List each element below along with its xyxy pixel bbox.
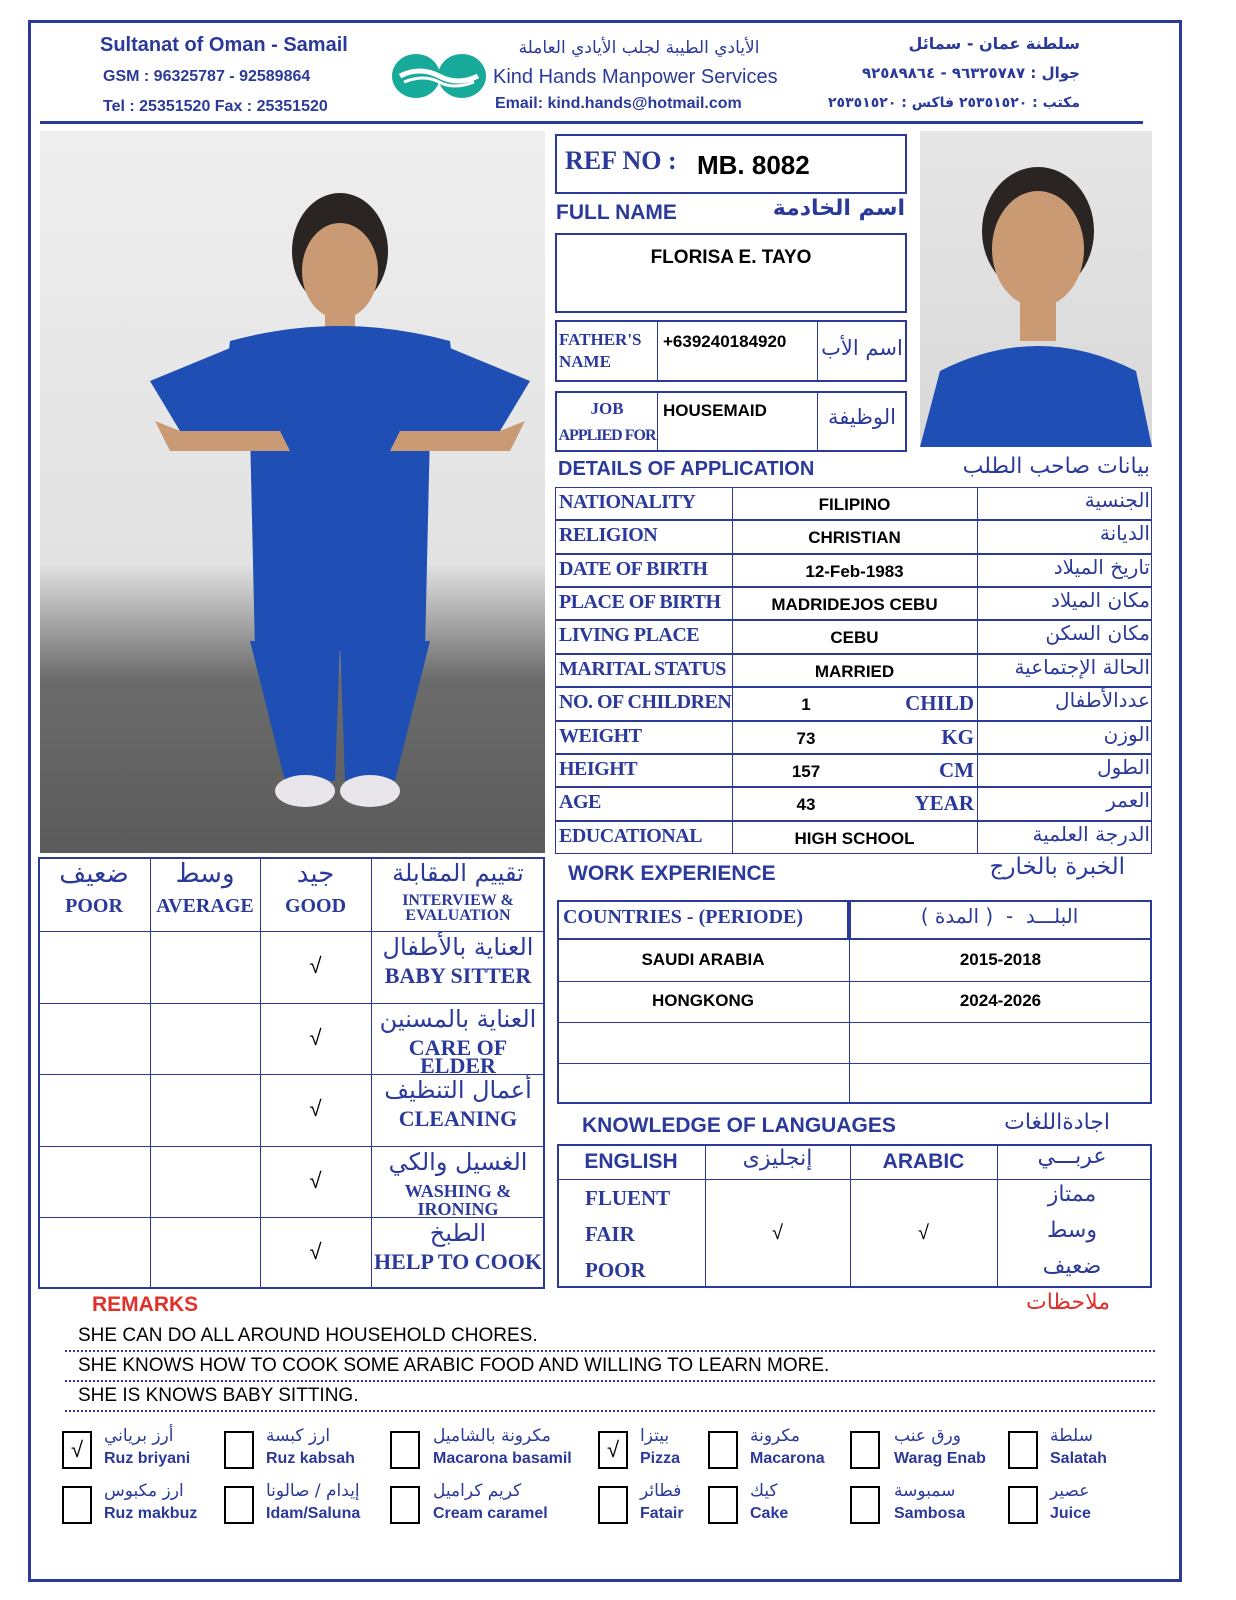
detail-label-ar: مكان الميلاد bbox=[1051, 588, 1150, 613]
eval-task-en: HELP TO COOK bbox=[374, 1249, 542, 1275]
eval-task-ar: الغسيل والكي bbox=[388, 1147, 528, 1176]
eval-good-mark: √ bbox=[309, 1096, 322, 1122]
detail-value: HIGH SCHOOL bbox=[794, 828, 915, 848]
work-row-divider bbox=[557, 1063, 1152, 1064]
eval-task-ar: العناية بالأطفال bbox=[382, 933, 534, 961]
food-checkbox[interactable]: √ bbox=[62, 1431, 92, 1469]
detail-value: 157 bbox=[791, 761, 821, 781]
work-row-divider bbox=[557, 981, 1152, 982]
remarks-label-ar: ملاحظات bbox=[1026, 1290, 1110, 1315]
eval-header-en: AVERAGE bbox=[156, 895, 254, 917]
full-name-value: FLORISA E. TAYO bbox=[650, 247, 812, 268]
eval-header-ar: جيد bbox=[296, 859, 335, 889]
header-gsm-en: GSM : 96325787 - 92589864 bbox=[103, 68, 311, 85]
lang-level-ar: وسط bbox=[1047, 1218, 1097, 1243]
eval-row-divider bbox=[38, 1003, 545, 1004]
remark-line-1: SHE CAN DO ALL AROUND HOUSEHOLD CHORES. bbox=[78, 1325, 538, 1346]
food-name-en: Sambosa bbox=[894, 1505, 966, 1522]
father-label-ar: اسم الأب bbox=[821, 336, 903, 360]
work-period: 2024-2026 bbox=[959, 991, 1042, 1010]
detail-label-en: DATE OF BIRTH bbox=[559, 557, 708, 580]
detail-divider bbox=[977, 722, 978, 753]
eval-header-en: GOOD bbox=[284, 895, 347, 917]
detail-divider bbox=[732, 755, 733, 786]
food-name-ar: سلطة bbox=[1050, 1426, 1093, 1446]
lang-level-en: FLUENT bbox=[585, 1186, 671, 1210]
detail-row bbox=[555, 754, 1152, 787]
detail-label-en: WEIGHT bbox=[559, 724, 642, 747]
eval-good-mark: √ bbox=[309, 1239, 322, 1265]
food-name-en: Macarona basamil bbox=[433, 1450, 572, 1467]
detail-unit: CHILD bbox=[905, 691, 974, 716]
detail-value: 1 bbox=[801, 695, 811, 715]
food-checkbox[interactable]: √ bbox=[598, 1431, 628, 1469]
detail-value: CEBU bbox=[830, 628, 879, 648]
work-row-divider bbox=[557, 1022, 1152, 1023]
detail-label-en: RELIGION bbox=[559, 524, 658, 547]
header-tel-en: Tel : 25351520 Fax : 25351520 bbox=[103, 98, 328, 115]
header-gsm-ar: جوال : ٩٦٣٢٥٧٨٧ - ٩٢٥٨٩٨٦٤ bbox=[862, 64, 1080, 82]
detail-row bbox=[555, 821, 1152, 854]
food-name-ar: ورق عنب bbox=[894, 1426, 961, 1446]
food-name-ar: كيك bbox=[750, 1481, 778, 1501]
eval-task-ar: الطبخ bbox=[429, 1219, 487, 1248]
detail-divider bbox=[977, 822, 978, 853]
detail-label-en: PLACE OF BIRTH bbox=[559, 591, 721, 614]
lang-level-en: POOR bbox=[585, 1258, 646, 1282]
detail-label-en: HEIGHT bbox=[559, 757, 638, 780]
lang-level-ar: ضعيف bbox=[1042, 1254, 1102, 1279]
eval-header-ar: وسط bbox=[175, 859, 235, 889]
detail-value: FILIPINO bbox=[818, 495, 891, 514]
detail-value: CHRISTIAN bbox=[808, 528, 901, 548]
detail-label-en: NO. OF CHILDREN bbox=[559, 691, 732, 714]
job-label-en-2: APPLIED FOR bbox=[558, 427, 656, 444]
detail-row bbox=[555, 587, 1152, 620]
full-name-label-ar: اسم الخادمة bbox=[772, 196, 905, 221]
remark-line-2: SHE KNOWS HOW TO COOK SOME ARABIC FOOD AND WILLING TO LEARN MORE. bbox=[78, 1355, 830, 1376]
detail-value: MADRIDEJOS CEBU bbox=[771, 595, 938, 615]
remark-line-3: SHE IS KNOWS BABY SITTING. bbox=[78, 1385, 359, 1406]
work-country: SAUDI ARABIA bbox=[641, 950, 765, 969]
detail-divider bbox=[977, 521, 978, 552]
eval-row-divider bbox=[38, 1146, 545, 1147]
work-title-ar: الخبرة بالخارج bbox=[989, 854, 1125, 880]
detail-label-en: LIVING PLACE bbox=[559, 624, 700, 647]
food-name-en: Cake bbox=[750, 1505, 789, 1522]
lang-english-en: ENGLISH bbox=[584, 1150, 678, 1173]
full-body-photo bbox=[40, 131, 545, 853]
ref-box bbox=[555, 134, 907, 194]
evaluation-table bbox=[38, 857, 545, 1289]
header-divider bbox=[40, 121, 1143, 124]
detail-label-en: MARITAL STATUS bbox=[559, 657, 726, 680]
ref-label: REF NO : bbox=[565, 146, 677, 175]
languages-table bbox=[557, 1144, 1152, 1288]
food-name-ar: بيتزا bbox=[640, 1426, 670, 1446]
eval-task-en: CLEANING bbox=[398, 1106, 518, 1132]
remark-divider-2 bbox=[65, 1380, 1155, 1382]
detail-row bbox=[555, 487, 1152, 520]
work-country: HONGKONG bbox=[652, 991, 754, 1010]
detail-value: 73 bbox=[796, 728, 816, 748]
eval-col-divider bbox=[150, 857, 151, 1289]
detail-label-ar: العمر bbox=[1106, 788, 1150, 813]
detail-divider bbox=[977, 588, 978, 619]
detail-divider bbox=[977, 621, 978, 652]
eval-good-mark: √ bbox=[309, 953, 322, 978]
eval-task-ar: أعمال التنظيف bbox=[384, 1076, 532, 1105]
eval-task-en: CARE OF ELDER bbox=[408, 1034, 508, 1078]
food-name-en: Warag Enab bbox=[894, 1450, 986, 1467]
detail-divider bbox=[977, 688, 978, 719]
header-location-en: Sultanat of Oman - Samail bbox=[100, 34, 348, 56]
languages-title-en: KNOWLEDGE OF LANGUAGES bbox=[582, 1114, 896, 1137]
detail-divider bbox=[977, 655, 978, 686]
detail-label-ar: عددالأطفال bbox=[1055, 688, 1150, 713]
detail-label-ar: الحالة الإجتماعية bbox=[1014, 654, 1150, 679]
detail-row bbox=[555, 721, 1152, 754]
eval-good-mark: √ bbox=[309, 1024, 322, 1050]
work-table bbox=[557, 900, 1152, 1104]
food-name-en: Ruz kabsah bbox=[266, 1450, 355, 1467]
detail-label-ar: تاريخ الميلاد bbox=[1053, 554, 1150, 579]
eval-col-divider bbox=[260, 857, 261, 1289]
details-title-en: DETAILS OF APPLICATION bbox=[558, 458, 815, 480]
detail-value: 12-Feb-1983 bbox=[805, 561, 904, 581]
father-label-en-1: FATHER'S bbox=[559, 330, 642, 349]
food-name-en: Salatah bbox=[1050, 1450, 1107, 1467]
detail-row bbox=[555, 520, 1152, 553]
father-label-en-2: NAME bbox=[559, 352, 611, 371]
languages-title-ar: اجادةاللغات bbox=[1004, 1110, 1110, 1135]
food-name-ar: سمبوسة bbox=[894, 1481, 956, 1501]
food-name-ar: إيدام / صالونا bbox=[266, 1481, 360, 1501]
header-tel-ar: مكتب : ٢٥٣٥١٥٢٠ فاكس : ٢٥٣٥١٥٢٠ bbox=[828, 95, 1080, 111]
eval-task-en: WASHING & IRONING bbox=[404, 1180, 512, 1219]
detail-label-ar: مكان السكن bbox=[1045, 621, 1150, 646]
detail-unit: YEAR bbox=[914, 791, 974, 816]
detail-unit: KG bbox=[941, 724, 974, 749]
detail-row bbox=[555, 554, 1152, 587]
job-value: HOUSEMAID bbox=[663, 401, 767, 420]
eval-row-divider bbox=[38, 1217, 545, 1218]
detail-row bbox=[555, 654, 1152, 687]
detail-divider bbox=[732, 788, 733, 819]
food-name-ar: عصير bbox=[1050, 1481, 1090, 1501]
food-name-ar: ارز مكبوس bbox=[104, 1481, 184, 1501]
detail-row bbox=[555, 787, 1152, 820]
food-name-en: Fatair bbox=[640, 1505, 684, 1522]
food-name-en: Macarona bbox=[750, 1450, 825, 1467]
eval-header-en: POOR bbox=[65, 895, 123, 917]
detail-row bbox=[555, 687, 1152, 720]
job-label-en-1: JOB bbox=[590, 399, 624, 418]
detail-unit: CM bbox=[939, 757, 974, 782]
work-col-en: COUNTRIES - (PERIODE) bbox=[563, 906, 804, 928]
eval-good-mark: √ bbox=[309, 1167, 322, 1193]
detail-divider bbox=[977, 555, 978, 586]
company-name-ar: الأيادي الطيبة لجلب الأيادي العاملة bbox=[518, 38, 760, 58]
food-name-ar: مكرونة bbox=[750, 1426, 800, 1446]
food-name-en: Ruz makbuz bbox=[104, 1505, 198, 1522]
ref-value: MB. 8082 bbox=[697, 150, 810, 180]
work-period: 2015-2018 bbox=[959, 950, 1042, 969]
lang-english-ar: إنجليزى bbox=[742, 1146, 813, 1171]
eval-task-en: BABY SITTER bbox=[384, 963, 532, 988]
details-table bbox=[555, 487, 1152, 854]
lang-level-ar: ممتاز bbox=[1047, 1182, 1097, 1207]
eval-header-ar: تقييم المقابلة bbox=[392, 859, 524, 887]
job-label-ar: الوظيفة bbox=[827, 405, 896, 429]
detail-divider bbox=[732, 688, 733, 719]
eval-header-ar: ضعيف bbox=[59, 859, 129, 889]
eval-header-en: INTERVIEW & EVALUATION bbox=[402, 892, 514, 924]
food-name-en: Ruz briyani bbox=[104, 1450, 191, 1467]
food-name-en: Pizza bbox=[640, 1450, 681, 1467]
detail-label-en: EDUCATIONAL bbox=[559, 824, 703, 847]
full-name-box bbox=[555, 233, 907, 313]
portrait-photo bbox=[920, 131, 1152, 447]
remarks-label-en: REMARKS bbox=[92, 1293, 199, 1316]
food-name-en: Juice bbox=[1050, 1505, 1091, 1522]
food-name-en: Cream caramel bbox=[433, 1505, 548, 1522]
detail-value: MARRIED bbox=[814, 661, 895, 681]
remark-divider-3 bbox=[65, 1410, 1155, 1412]
food-name-en: Idam/Saluna bbox=[266, 1505, 361, 1522]
lang-arabic-en: ARABIC bbox=[882, 1150, 965, 1173]
detail-label-en: AGE bbox=[559, 791, 601, 814]
detail-label-ar: الجنسية bbox=[1084, 488, 1150, 512]
detail-label-ar: الديانة bbox=[1099, 521, 1150, 546]
detail-divider bbox=[977, 788, 978, 819]
eval-task-ar: العناية بالمسنين bbox=[379, 1004, 537, 1033]
full-name-label-en: FULL NAME bbox=[556, 201, 677, 224]
detail-label-ar: الدرجة العلمية bbox=[1032, 821, 1150, 846]
work-col-ar: البلـــد - ( المدة ) bbox=[920, 904, 1079, 928]
food-name-ar: ارز كبسة bbox=[266, 1426, 331, 1446]
lang-english-mark: √ bbox=[772, 1222, 783, 1244]
kind-hands-logo-icon bbox=[390, 52, 488, 100]
detail-divider bbox=[977, 488, 978, 519]
detail-label-ar: الطول bbox=[1097, 754, 1150, 779]
detail-label-en: NATIONALITY bbox=[559, 491, 696, 513]
father-box bbox=[555, 320, 907, 382]
lang-arabic-mark: √ bbox=[918, 1222, 929, 1244]
food-name-ar: كريم كراميل bbox=[433, 1481, 522, 1501]
header-location-ar: سلطنة عمان - سمائل bbox=[908, 34, 1080, 53]
detail-label-ar: الوزن bbox=[1103, 721, 1150, 746]
company-name-en: Kind Hands Manpower Services bbox=[493, 66, 778, 88]
job-box bbox=[555, 391, 907, 452]
company-email[interactable]: Email: kind.hands@hotmail.com bbox=[495, 95, 742, 112]
eval-row-divider bbox=[38, 931, 545, 932]
food-name-ar: مكرونة بالشاميل bbox=[433, 1426, 551, 1446]
lang-arabic-ar: عربـــي bbox=[1037, 1144, 1107, 1169]
remark-divider-1 bbox=[65, 1350, 1155, 1352]
food-name-ar: فطائر bbox=[640, 1481, 682, 1501]
lang-level-en: FAIR bbox=[585, 1222, 635, 1246]
food-name-ar: أرز برياني bbox=[104, 1426, 174, 1446]
detail-divider bbox=[732, 722, 733, 753]
details-title-ar: بيانات صاحب الطلب bbox=[962, 454, 1150, 479]
father-value: +639240184920 bbox=[663, 332, 787, 351]
detail-divider bbox=[977, 755, 978, 786]
detail-row bbox=[555, 620, 1152, 653]
work-title-en: WORK EXPERIENCE bbox=[568, 862, 776, 885]
detail-value: 43 bbox=[796, 795, 816, 815]
